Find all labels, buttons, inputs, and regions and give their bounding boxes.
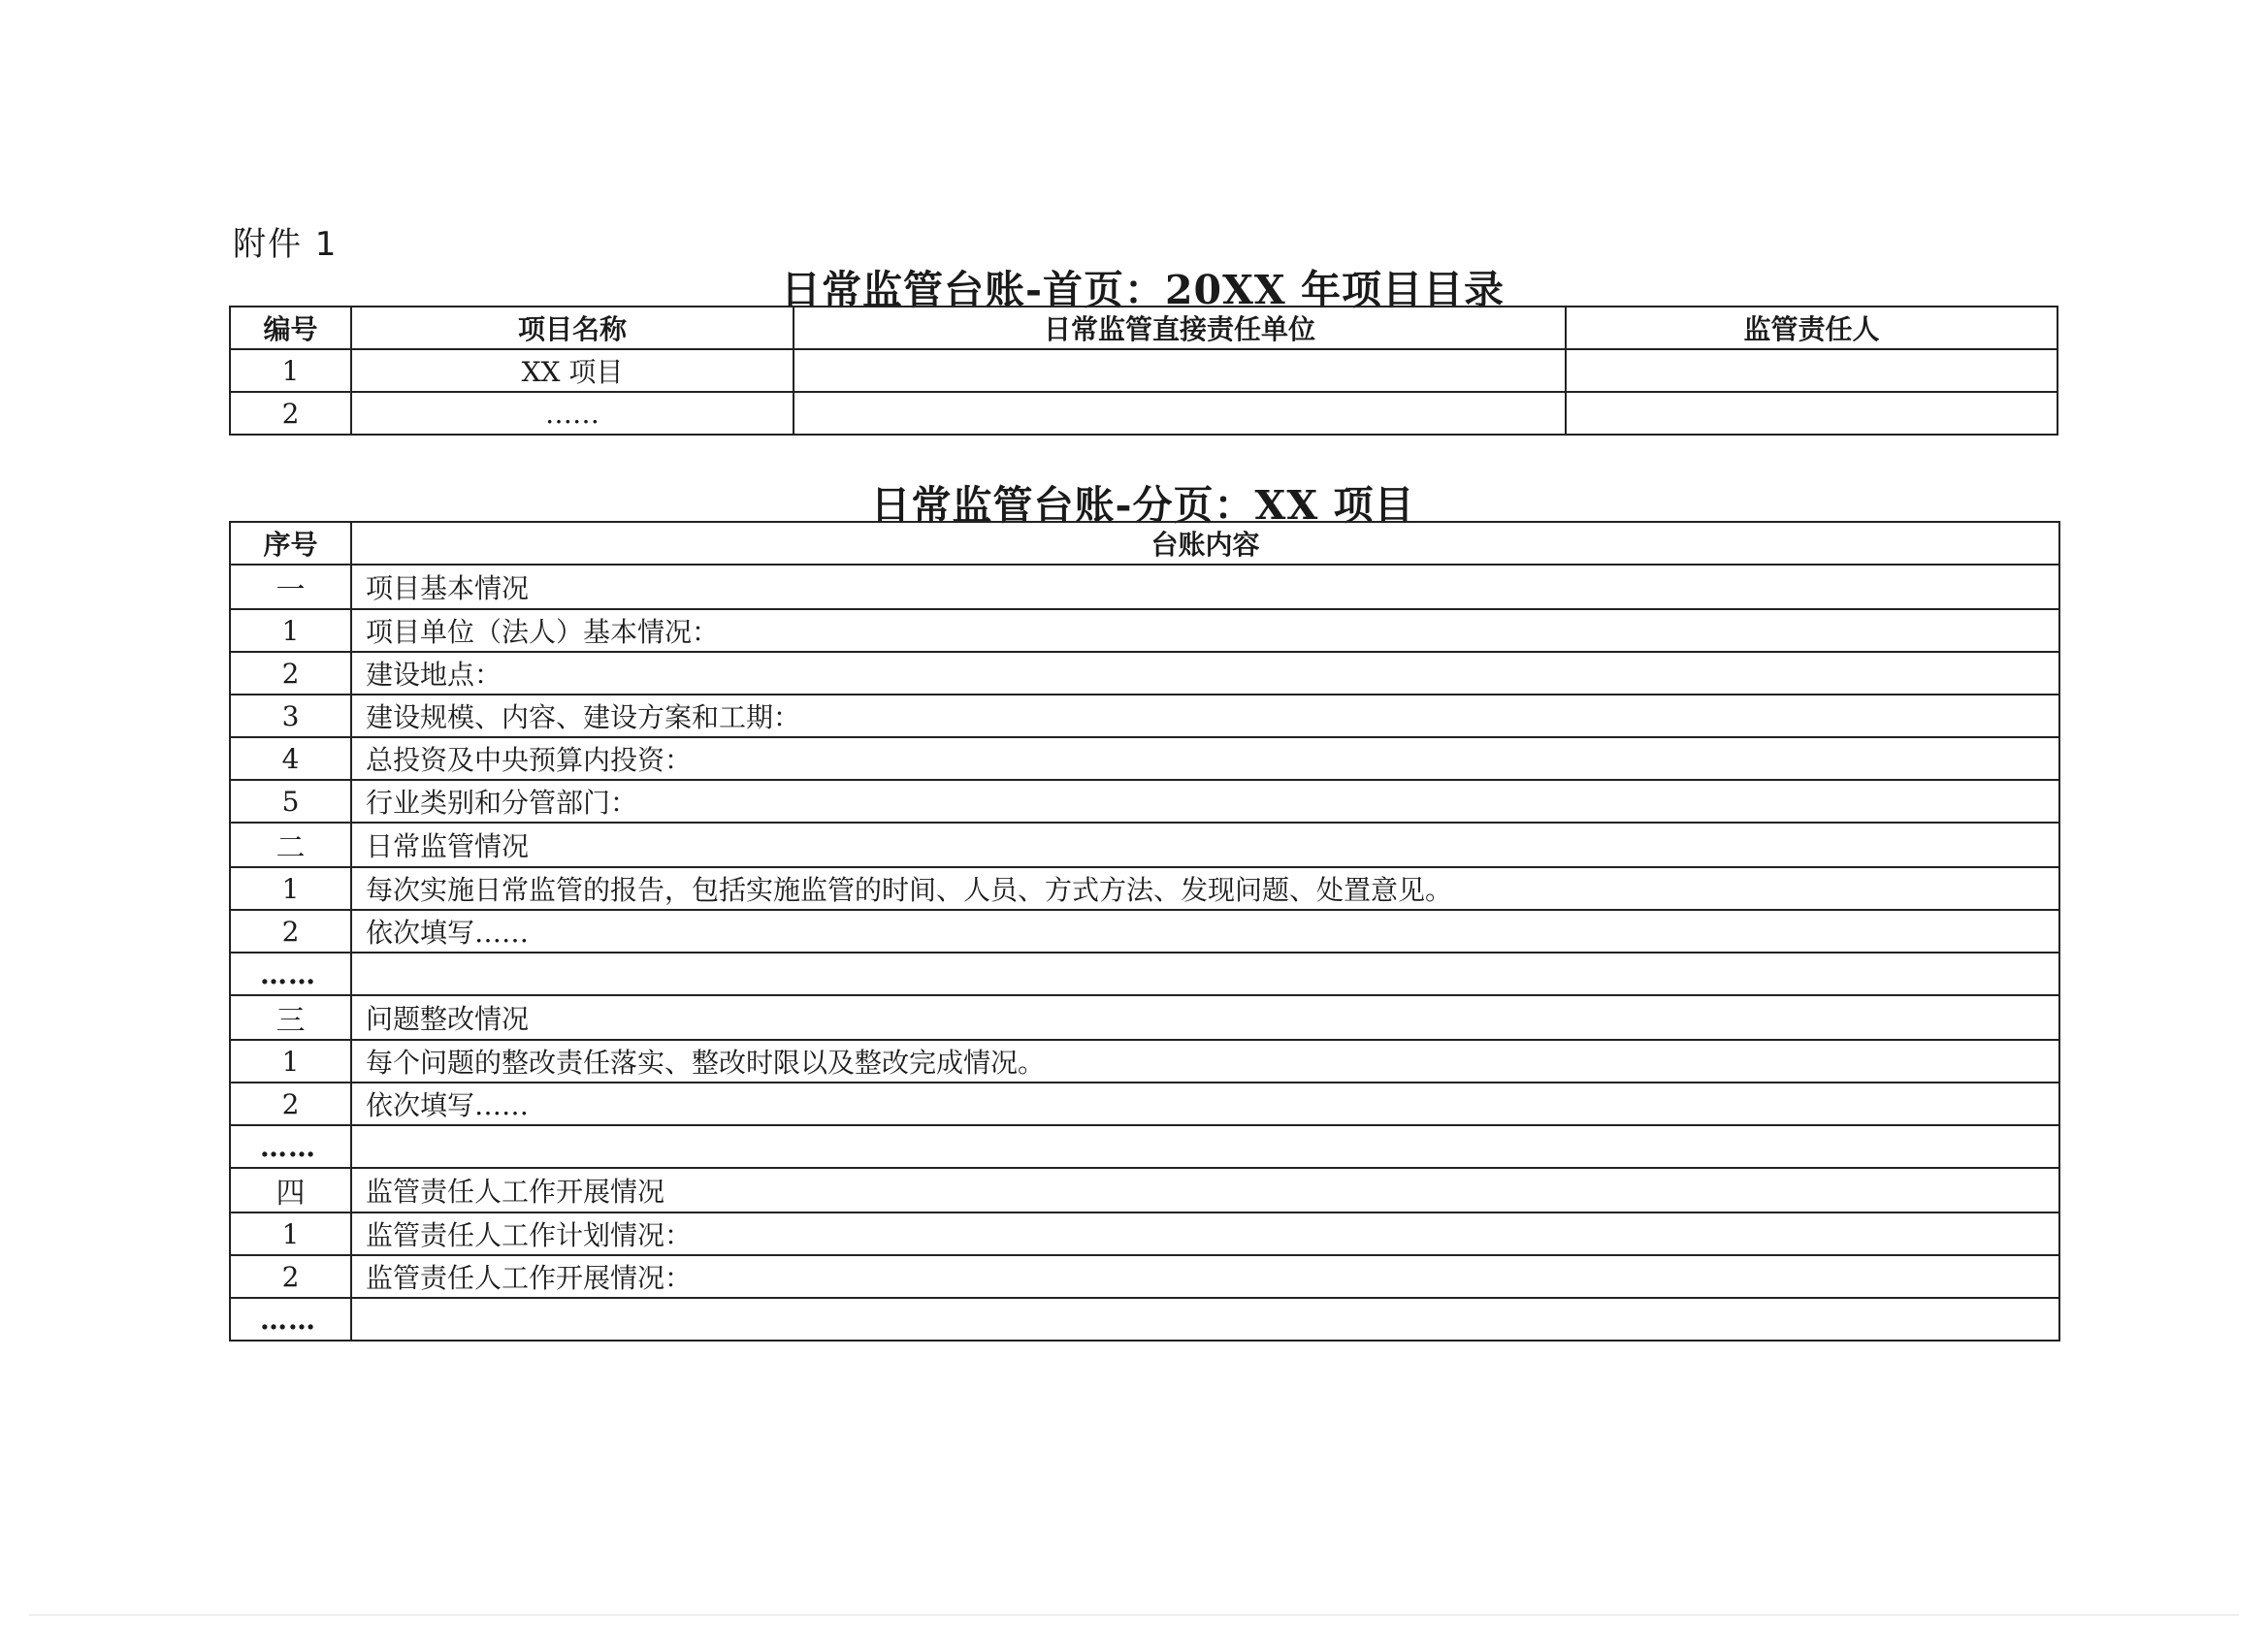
header-responsible-unit: 日常监管直接责任单位 [794,307,1566,349]
item-text [351,1298,2059,1341]
item-number: …… [230,953,351,995]
item-text: 依次填写…… [351,1083,2059,1125]
item-number: 2 [230,652,351,695]
table1-header-row [230,307,2057,349]
item-text: 监管责任人工作开展情况： [351,1255,2059,1298]
item-text: 监管责任人工作计划情况： [351,1212,2059,1255]
section-row [230,823,2059,867]
table2-title: 日常监管台账-分页：XX 项目 [870,482,1415,529]
section-row [230,995,2059,1040]
item-text: 建设规模、内容、建设方案和工期： [351,695,2059,737]
item-number: 1 [230,1040,351,1083]
table-row [230,392,2057,435]
table-row [230,652,2059,695]
item-number: …… [230,1298,351,1341]
table-row [230,695,2059,737]
item-number: 3 [230,695,351,737]
item-text: 项目单位（法人）基本情况： [351,609,2059,652]
section-number: 三 [230,995,351,1040]
item-number: 2 [230,1083,351,1125]
item-number: 4 [230,737,351,780]
item-number: …… [230,1125,351,1168]
project-directory-table [229,306,2058,436]
item-number: 1 [230,609,351,652]
item-number: 5 [230,780,351,823]
table-row [230,910,2059,953]
attachment-label: 附件 1 [233,225,339,264]
row-responsible-unit [794,392,1566,435]
item-text: 建设地点： [351,652,2059,695]
section-title: 日常监管情况 [351,823,2059,867]
section-row [230,565,2059,609]
table-row [230,609,2059,652]
item-text: 每个问题的整改责任落实、整改时限以及整改完成情况。 [351,1040,2059,1083]
item-text [351,1125,2059,1168]
item-number: 2 [230,1255,351,1298]
table-row [230,1125,2059,1168]
table1-title: 日常监管台账-首页：20XX 年项目目录 [781,267,1505,313]
item-number: 2 [230,910,351,953]
item-number: 1 [230,867,351,910]
ledger-content-table [229,521,2060,1342]
header-number: 编号 [230,307,351,349]
section-row [230,1168,2059,1212]
scan-edge-divider [29,1614,2239,1616]
row-project-name: XX 项目 [351,349,794,392]
table-row [230,1298,2059,1341]
row-responsible-person [1566,349,2057,392]
item-text [351,953,2059,995]
row-number: 2 [230,392,351,435]
table-row [230,737,2059,780]
table-row [230,867,2059,910]
table-row [230,1083,2059,1125]
table2-header-row [230,522,2059,565]
item-text: 每次实施日常监管的报告，包括实施监管的时间、人员、方式方法、发现问题、处置意见。 [351,867,2059,910]
row-responsible-unit [794,349,1566,392]
header-serial: 序号 [230,522,351,565]
item-text: 总投资及中央预算内投资： [351,737,2059,780]
section-title: 项目基本情况 [351,565,2059,609]
section-number: 四 [230,1168,351,1212]
section-title: 问题整改情况 [351,995,2059,1040]
table-row [230,1040,2059,1083]
table-row [230,349,2057,392]
item-text: 行业类别和分管部门： [351,780,2059,823]
header-responsible-person: 监管责任人 [1566,307,2057,349]
section-number: 二 [230,823,351,867]
row-project-name: …… [351,392,794,435]
table-row [230,1212,2059,1255]
header-project-name: 项目名称 [351,307,794,349]
table-row [230,780,2059,823]
table-row [230,953,2059,995]
header-ledger-content: 台账内容 [351,522,2059,565]
item-number: 1 [230,1212,351,1255]
row-number: 1 [230,349,351,392]
table-row [230,1255,2059,1298]
section-title: 监管责任人工作开展情况 [351,1168,2059,1212]
item-text: 依次填写…… [351,910,2059,953]
section-number: 一 [230,565,351,609]
row-responsible-person [1566,392,2057,435]
